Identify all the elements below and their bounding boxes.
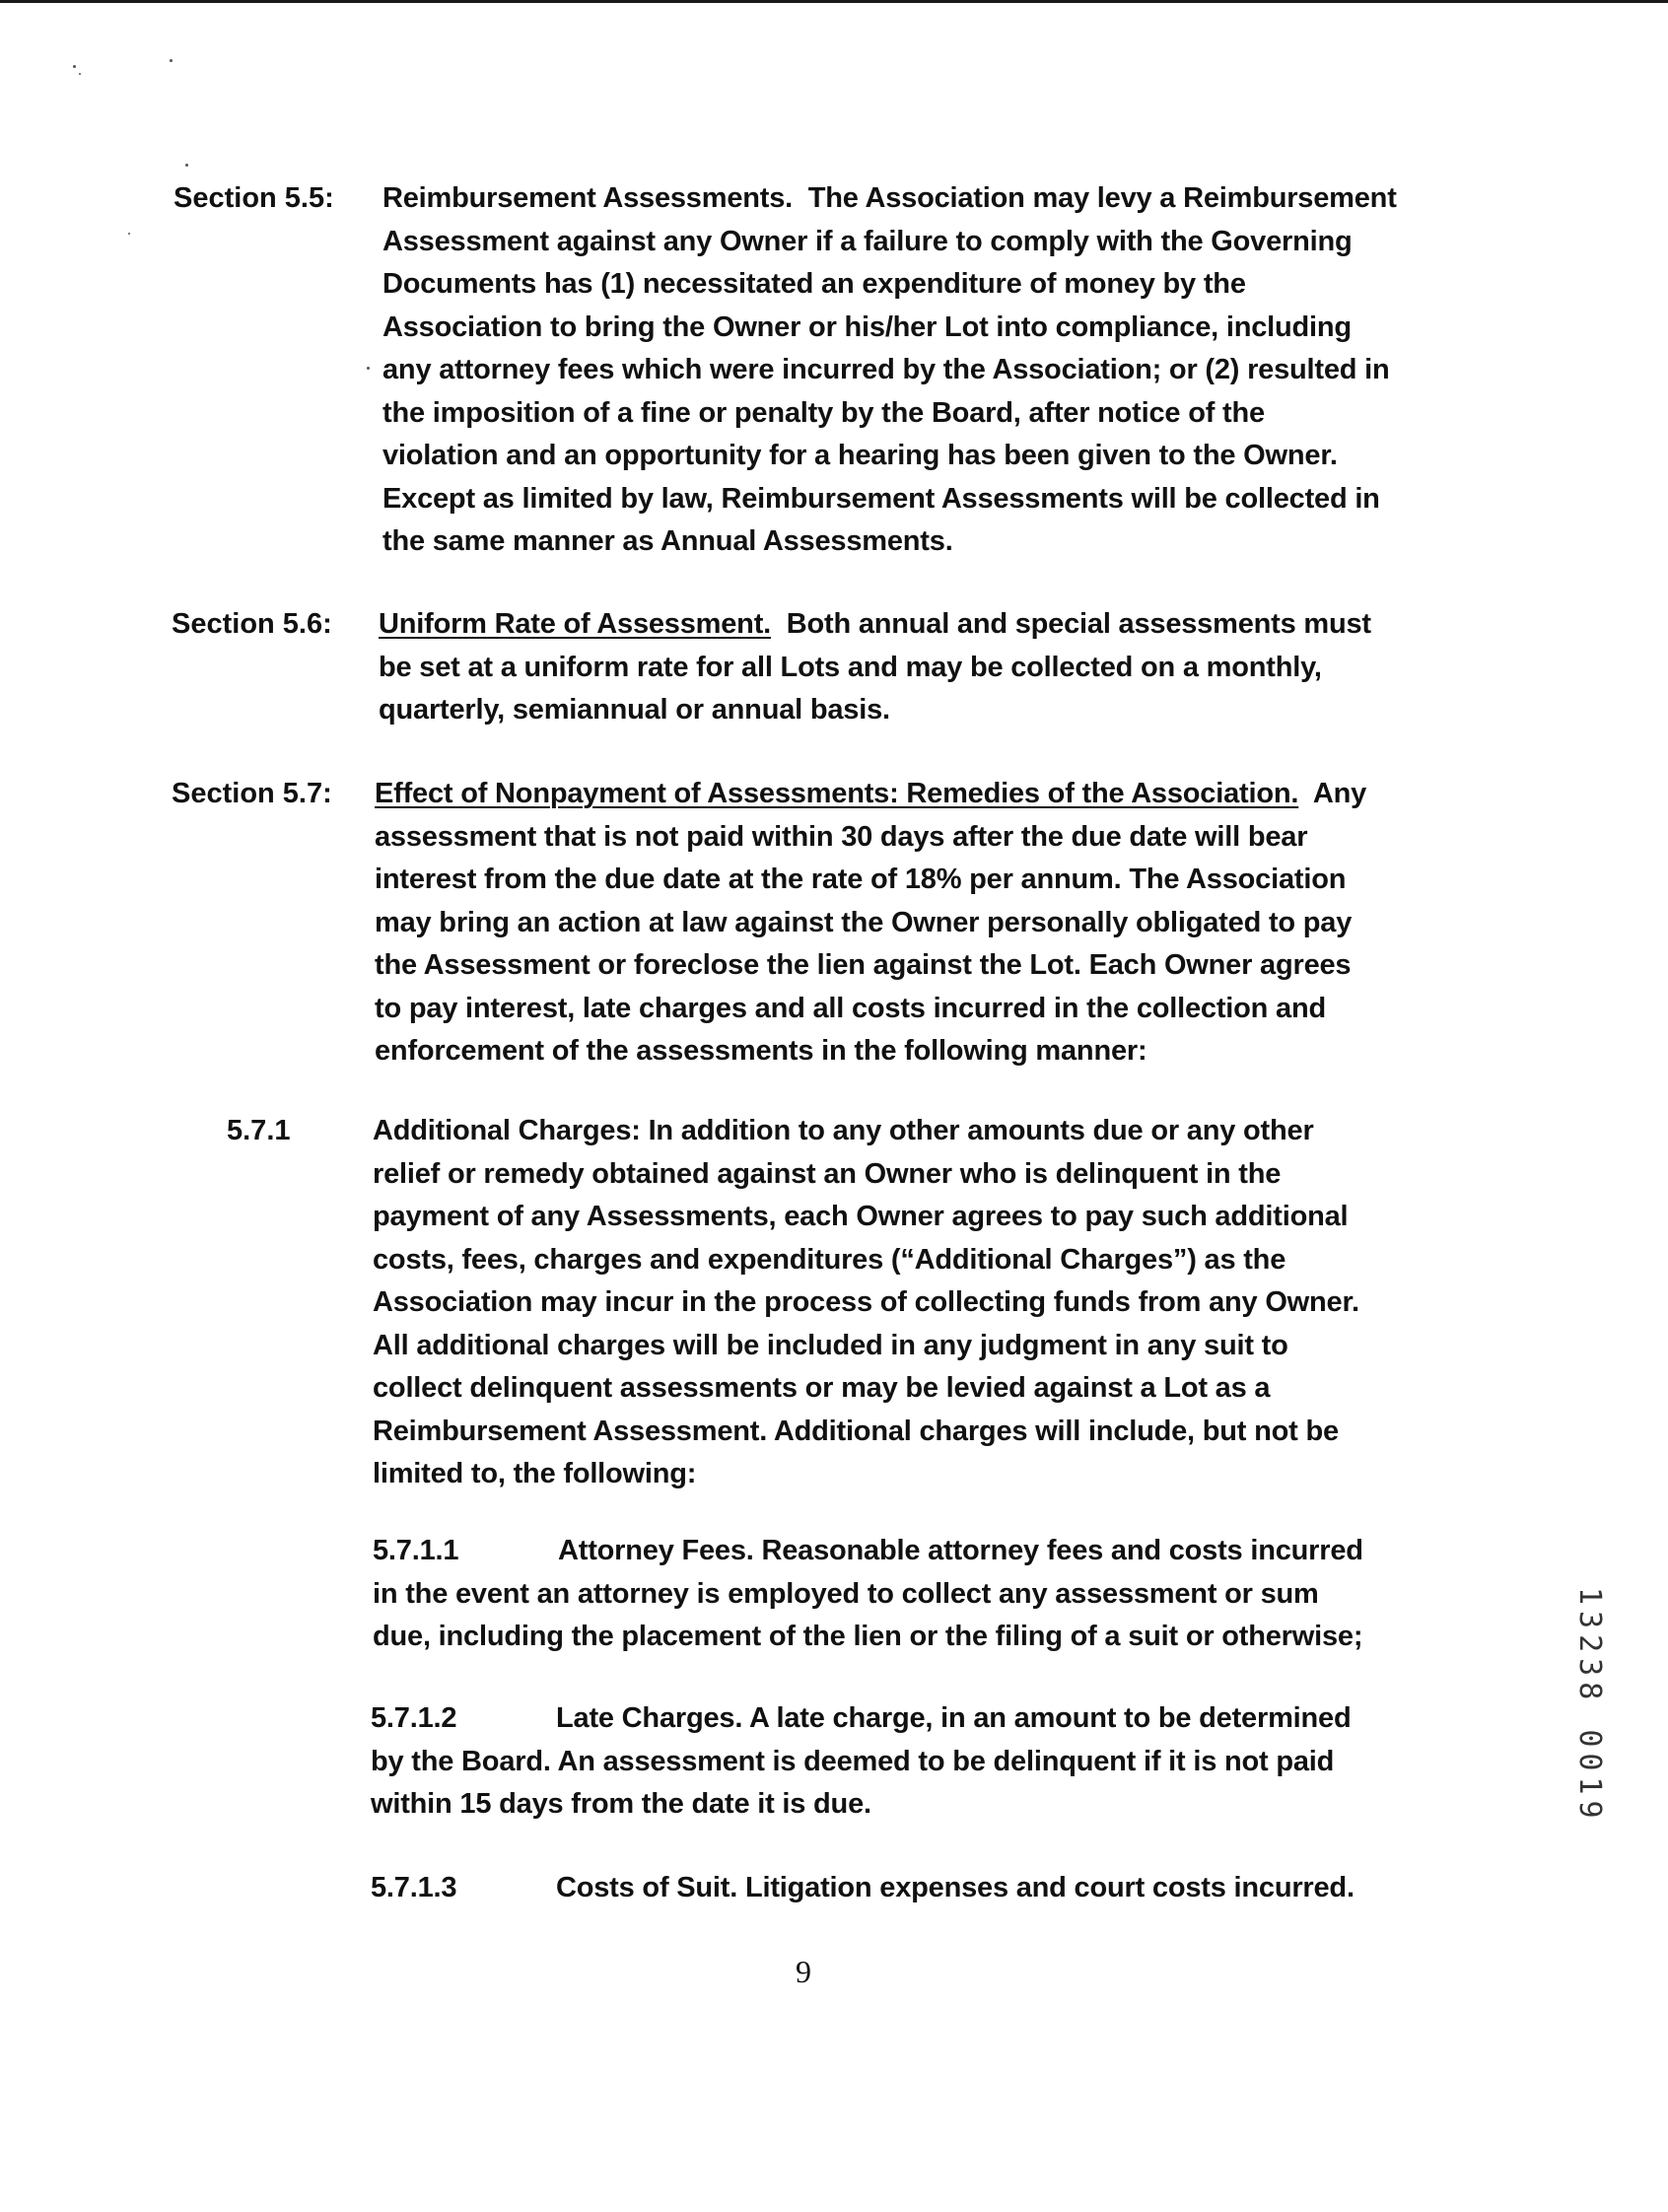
text-line: within 15 days from the date it is due.: [371, 1788, 871, 1820]
text-line: in the event an attorney is employed to collect any assessment or sum: [373, 1577, 1319, 1610]
text-line: be set at a uniform rate for all Lots and may be collected on a monthly,: [379, 651, 1322, 683]
text-line: costs, fees, charges and expenditures (“Additional Charges”) as the: [373, 1243, 1286, 1276]
text-line: due, including the placement of the lien or the filing of a suit or otherwise;: [373, 1621, 1363, 1652]
section-body: [375, 773, 1508, 1073]
sub-subsection-body: [371, 1697, 1504, 1827]
sub-subsection-body: [371, 1867, 1504, 1910]
text-run: The Association may levy a Reimbursement: [793, 182, 1397, 214]
text-line: Additional Charges: In addition to any other amounts due or any other: [373, 1115, 1314, 1146]
section-body: [382, 177, 1506, 564]
text-line: relief or remedy obtained against an Owner who is delinquent in the: [373, 1157, 1282, 1190]
text-line: any attorney fees which were incurred by the Association; or (2) resulted in: [382, 354, 1390, 385]
scan-speck: [170, 59, 173, 62]
text-line: [375, 773, 1508, 816]
text-line: [371, 1867, 1504, 1910]
text-line: [373, 1530, 1506, 1573]
subsection-body: [373, 1110, 1506, 1496]
text-line: collect delinquent assessments or may be levied against a Lot as a: [373, 1372, 1271, 1404]
text-line: may bring an action at law against the Owner personally obligated to pay: [375, 906, 1353, 938]
scan-speck: [128, 233, 130, 235]
section-heading: Reimbursement Assessments.: [382, 182, 794, 214]
text-line: Documents has (1) necessitated an expenditure of money by the: [382, 268, 1246, 300]
text-line: violation and an opportunity for a hearing has been given to the Owner.: [382, 440, 1338, 471]
stamp-text: 13238 0019: [1572, 1587, 1607, 1825]
text-line: [379, 603, 1502, 647]
section-label: Section 5.6:: [172, 608, 332, 640]
text-line: by the Board. An assessment is deemed to be delinquent if it is not paid: [371, 1745, 1335, 1777]
top-scan-edge: [0, 0, 1668, 3]
section-heading: Effect of Nonpayment of Assessments: Remedies of the Association.: [375, 778, 1299, 809]
sub-subsection-number: 5.7.1.1: [373, 1535, 459, 1566]
text-line: assessment that is not paid within 30 days after the due date will bear: [375, 820, 1308, 853]
scan-speck: [367, 367, 370, 370]
text-run: Costs of Suit. Litigation expenses and court costs incurred.: [556, 1872, 1355, 1903]
text-line: Assessment against any Owner if a failure to comply with the Governing: [382, 225, 1353, 257]
text-line: Association to bring the Owner or his/her Lot into compliance, including: [382, 311, 1352, 343]
section-heading: Uniform Rate of Assessment.: [379, 608, 772, 640]
text-run: Any: [1298, 778, 1367, 809]
scan-speck: [79, 73, 81, 75]
recording-stamp: [1572, 1587, 1629, 1851]
text-line: the same manner as Annual Assessments.: [382, 525, 953, 557]
section-label: Section 5.7:: [172, 778, 332, 809]
text-line: [382, 177, 1506, 221]
page-number: 9: [796, 1954, 811, 1989]
section-label: Section 5.5:: [174, 182, 334, 214]
text-line: All additional charges will be included in any judgment in any suit to: [373, 1329, 1288, 1361]
text-line: Association may incur in the process of collecting funds from any Owner.: [373, 1286, 1359, 1318]
text-line: limited to, the following:: [373, 1458, 697, 1489]
text-line: Except as limited by law, Reimbursement Assessments will be collected in: [382, 482, 1380, 515]
sub-subsection-number: 5.7.1.3: [371, 1872, 457, 1903]
text-line: payment of any Assessments, each Owner agrees to pay such additional: [373, 1201, 1349, 1232]
section-body: [379, 603, 1502, 732]
text-line: to pay interest, late charges and all costs incurred in the collection and: [375, 992, 1327, 1024]
scan-speck: [73, 65, 76, 68]
text-run: Both annual and special assessments must: [771, 608, 1371, 640]
text-line: [371, 1697, 1504, 1741]
sub-subsection-number: 5.7.1.2: [371, 1702, 457, 1734]
text-line: the Assessment or foreclose the lien against the Lot. Each Owner agrees: [375, 949, 1352, 981]
sub-subsection-body: [373, 1530, 1506, 1659]
text-line: enforcement of the assessments in the following manner:: [375, 1035, 1147, 1067]
text-line: interest from the due date at the rate of 18% per annum. The Association: [375, 864, 1347, 895]
scan-speck: [185, 164, 188, 167]
text-line: the imposition of a fine or penalty by the Board, after notice of the: [382, 396, 1265, 429]
text-line: Reimbursement Assessment. Additional charges will include, but not be: [373, 1415, 1339, 1447]
text-run: Late Charges. A late charge, in an amount to be determined: [556, 1702, 1352, 1734]
text-line: quarterly, semiannual or annual basis.: [379, 694, 890, 726]
text-run: Attorney Fees. Reasonable attorney fees and costs incurred: [558, 1535, 1363, 1566]
subsection-label: 5.7.1: [227, 1115, 291, 1146]
